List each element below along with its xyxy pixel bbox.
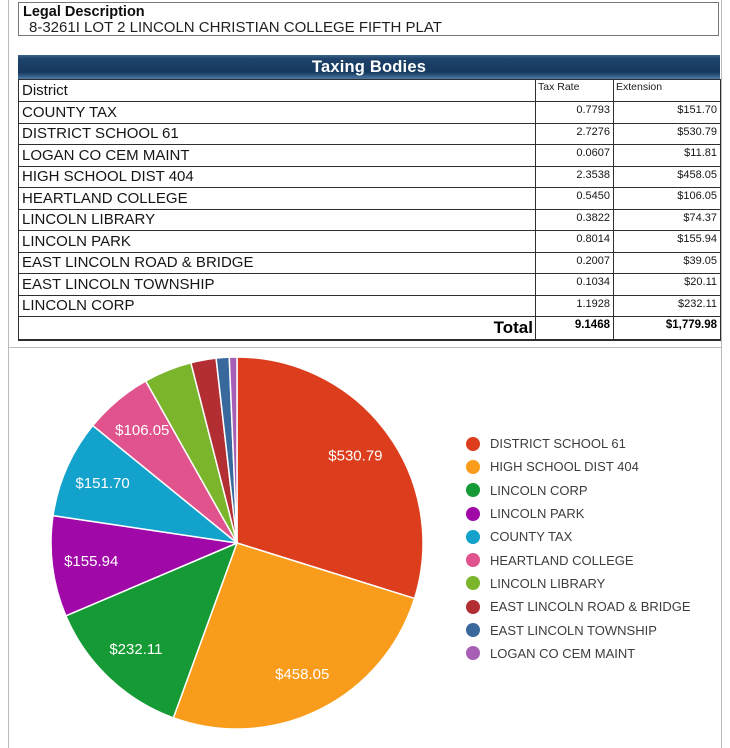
- legend-label: DISTRICT SCHOOL 61: [490, 436, 626, 452]
- legend-item-lincoln-corp[interactable]: [466, 479, 691, 502]
- legend-swatch-icon: [466, 530, 480, 544]
- taxing-bodies-rows: [19, 102, 721, 317]
- total-row: [19, 317, 721, 341]
- table-row-east-lincoln-road-bridge: [19, 252, 721, 274]
- pie-slice-value-label: $106.05: [115, 422, 170, 440]
- legend-label: HIGH SCHOOL DIST 404: [490, 459, 639, 475]
- legend-swatch-icon: [466, 600, 480, 614]
- legend-swatch-icon: [466, 623, 480, 637]
- table-row-east-lincoln-township: [19, 274, 721, 296]
- legend-label: LINCOLN LIBRARY: [490, 575, 606, 591]
- extension-cell: $74.37: [614, 209, 721, 231]
- legend-label: LINCOLN CORP: [490, 482, 588, 498]
- legend-swatch-icon: [466, 646, 480, 660]
- tax-rate-cell: 2.3538: [536, 166, 614, 188]
- district-cell: EAST LINCOLN TOWNSHIP: [19, 274, 536, 296]
- tax-rate-cell: 2.7276: [536, 123, 614, 145]
- district-cell: HEARTLAND COLLEGE: [19, 188, 536, 210]
- legend-label: LINCOLN PARK: [490, 506, 585, 522]
- district-cell: LOGAN CO CEM MAINT: [19, 145, 536, 167]
- pie-slice-value-label: $530.79: [328, 447, 383, 465]
- legend-swatch-icon: [466, 483, 480, 497]
- pie-slice-value-label: $151.70: [75, 475, 130, 493]
- legend-item-county-tax[interactable]: [466, 525, 691, 548]
- district-cell: HIGH SCHOOL DIST 404: [19, 166, 536, 188]
- pie-slice-value-label: $155.94: [64, 553, 119, 571]
- district-cell: LINCOLN LIBRARY: [19, 209, 536, 231]
- tax-rate-cell: 0.7793: [536, 102, 614, 124]
- extension-cell: $11.81: [614, 145, 721, 167]
- table-header-row: [19, 80, 721, 102]
- table-row-county-tax: [19, 102, 721, 124]
- legend-swatch-icon: [466, 553, 480, 567]
- legal-description-value: 8-3261I LOT 2 LINCOLN CHRISTIAN COLLEGE FIFTH PLAT: [29, 19, 442, 36]
- extension-cell: $39.05: [614, 252, 721, 274]
- column-header-extension: Extension: [614, 80, 721, 102]
- legend-item-lincoln-library[interactable]: [466, 572, 691, 595]
- extension-cell: $151.70: [614, 102, 721, 124]
- tax-rate-cell: 1.1928: [536, 295, 614, 317]
- tax-rate-cell: 0.3822: [536, 209, 614, 231]
- legend-item-logan-co-cem-maint[interactable]: [466, 642, 691, 665]
- legend-label: EAST LINCOLN TOWNSHIP: [490, 622, 657, 638]
- extension-cell: $106.05: [614, 188, 721, 210]
- table-row-lincoln-corp: [19, 295, 721, 317]
- extension-cell: $530.79: [614, 123, 721, 145]
- tax-rate-cell: 0.1034: [536, 274, 614, 296]
- legend-label: LOGAN CO CEM MAINT: [490, 645, 636, 661]
- taxing-bodies-section: [18, 55, 720, 341]
- extension-cell: $458.05: [614, 166, 721, 188]
- total-extension: $1,779.98: [614, 317, 721, 341]
- legend-item-heartland-college[interactable]: [466, 548, 691, 571]
- legend-item-east-lincoln-road-bridge[interactable]: [466, 595, 691, 618]
- district-cell: COUNTY TAX: [19, 102, 536, 124]
- legend-item-district-school-61[interactable]: [466, 432, 691, 455]
- table-row-high-school-dist-404: [19, 166, 721, 188]
- extension-cell: $20.11: [614, 274, 721, 296]
- legal-description-box: [18, 2, 719, 36]
- legend-label: EAST LINCOLN ROAD & BRIDGE: [490, 599, 691, 615]
- pie-slice-value-label: $232.11: [109, 641, 163, 659]
- table-row-lincoln-park: [19, 231, 721, 253]
- chart-legend: [466, 432, 691, 665]
- legend-label: COUNTY TAX: [490, 529, 573, 545]
- district-cell: LINCOLN PARK: [19, 231, 536, 253]
- district-cell: EAST LINCOLN ROAD & BRIDGE: [19, 252, 536, 274]
- legend-label: HEARTLAND COLLEGE: [490, 552, 634, 568]
- taxing-bodies-title: Taxing Bodies: [18, 55, 720, 79]
- column-header-tax-rate: Tax Rate: [536, 80, 614, 102]
- table-row-district-school-61: [19, 123, 721, 145]
- legend-item-lincoln-park[interactable]: [466, 502, 691, 525]
- extension-cell: $232.11: [614, 295, 721, 317]
- tax-rate-cell: 0.2007: [536, 252, 614, 274]
- legend-swatch-icon: [466, 576, 480, 590]
- legend-swatch-icon: [466, 437, 480, 451]
- table-row-logan-co-cem-maint: [19, 145, 721, 167]
- column-header-district: District: [19, 80, 536, 102]
- legend-swatch-icon: [466, 460, 480, 474]
- tax-rate-cell: 0.8014: [536, 231, 614, 253]
- district-cell: LINCOLN CORP: [19, 295, 536, 317]
- legal-description-title: Legal Description: [23, 4, 145, 20]
- district-cell: DISTRICT SCHOOL 61: [19, 123, 536, 145]
- total-label: Total: [19, 317, 536, 341]
- legend-item-east-lincoln-township[interactable]: [466, 618, 691, 641]
- taxing-bodies-table: [18, 79, 721, 341]
- table-row-heartland-college: [19, 188, 721, 210]
- legend-swatch-icon: [466, 507, 480, 521]
- tax-rate-cell: 0.0607: [536, 145, 614, 167]
- legend-item-high-school-dist-404[interactable]: [466, 455, 691, 478]
- tax-rate-cell: 0.5450: [536, 188, 614, 210]
- table-row-lincoln-library: [19, 209, 721, 231]
- extension-cell: $155.94: [614, 231, 721, 253]
- total-tax-rate: 9.1468: [536, 317, 614, 341]
- pie-slice-value-label: $458.05: [275, 666, 330, 684]
